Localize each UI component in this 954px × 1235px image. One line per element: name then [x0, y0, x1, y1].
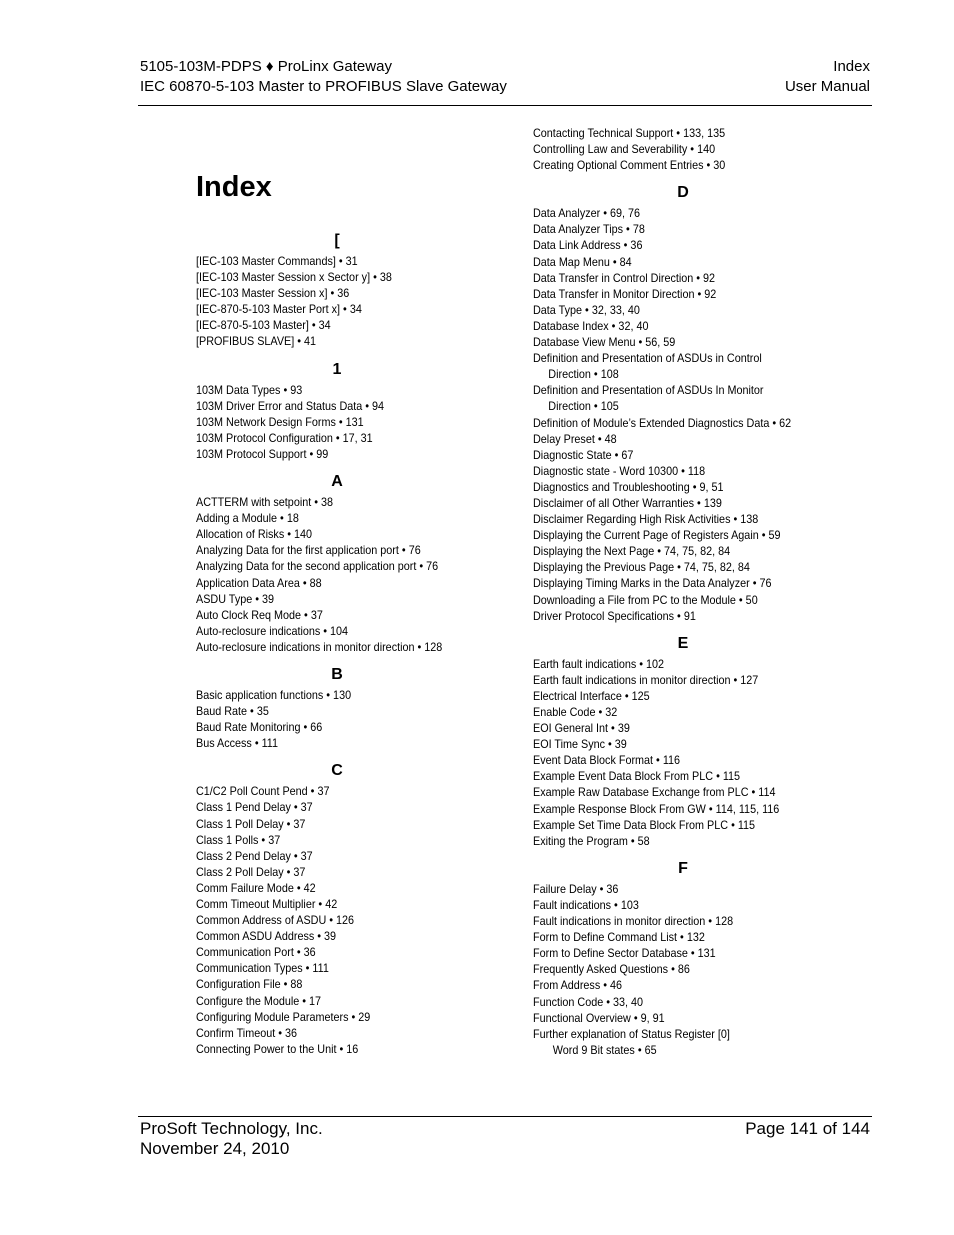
section-gap: [196, 350, 478, 354]
section-gap: [533, 1058, 833, 1062]
index-entry: Event Data Block Format • 116: [533, 753, 681, 768]
doc-product-line: 5105-103M-PDPS ♦ ProLinx Gateway: [140, 58, 392, 75]
index-entry: EOI Time Sync • 39: [533, 737, 627, 752]
index-entry: Common ASDU Address • 39: [196, 929, 337, 944]
index-entry-list: [533, 881, 833, 1058]
footer-left: [140, 1119, 323, 1159]
section-gap: [196, 1057, 478, 1061]
index-entry: Database View Menu • 56, 59: [533, 335, 676, 350]
section-name: Index: [833, 58, 870, 75]
index-entry: Database Index • 32, 40: [533, 318, 649, 333]
index-entry: Allocation of Risks • 140: [196, 527, 313, 542]
index-entry: 103M Driver Error and Status Data • 94: [196, 398, 385, 413]
index-entry: Diagnostics and Troubleshooting • 9, 51: [533, 479, 724, 494]
index-entry: Data Type • 32, 33, 40: [533, 302, 640, 317]
index-entry: Electrical Interface • 125: [533, 688, 650, 703]
index-entry-list: [533, 205, 833, 623]
index-entry: Data Transfer in Monitor Direction • 92: [533, 286, 717, 301]
section-gap: [196, 655, 478, 659]
index-entry: Form to Define Sector Database • 131: [533, 946, 716, 961]
index-entry: [IEC-103 Master Session x] • 36: [196, 286, 350, 301]
index-entry: Application Data Area • 88: [196, 575, 322, 590]
index-entry: Frequently Asked Questions • 86: [533, 962, 690, 977]
index-entry: [IEC-870-5-103 Master Port x] • 34: [196, 302, 362, 317]
index-entry: Delay Preset • 48: [533, 431, 617, 446]
index-entry: Disclaimer of all Other Warranties • 139: [533, 495, 722, 510]
index-entry: Fault indications in monitor direction • 128: [533, 914, 734, 929]
index-entry: Displaying the Current Page of Registers Again • 59: [533, 528, 781, 543]
page-number: Page 141 of 144: [745, 1119, 870, 1138]
index-entry: Confirm Timeout • 36: [196, 1025, 298, 1040]
index-entry: Common Address of ASDU • 126: [196, 913, 355, 928]
index-entry: [533, 1042, 803, 1058]
index-section-letter: B: [331, 665, 343, 683]
index-entry: Function Code • 33, 40: [533, 994, 644, 1009]
index-entry: [IEC-103 Master Commands] • 31: [196, 254, 358, 268]
index-entry-continuation: Direction • 108: [548, 367, 619, 382]
index-entry: Exiting the Program • 58: [533, 833, 650, 848]
index-entry: Connecting Power to the Unit • 16: [196, 1041, 359, 1056]
index-entry: Data Analyzer • 69, 76: [533, 206, 641, 221]
index-entry: Definition of Module’s Extended Diagnostics Data • 62: [533, 415, 792, 430]
index-entry: Class 1 Poll Delay • 37: [196, 816, 306, 831]
section-gap: [533, 624, 833, 628]
index-entry-list: [533, 656, 833, 849]
index-subentry: Word 9 Bit states • 65: [552, 1042, 657, 1057]
index-entry: Displaying the Previous Page • 74, 75, 82, 84: [533, 560, 750, 575]
index-entry: From Address • 46: [533, 978, 623, 993]
index-entry-list: [196, 783, 478, 1057]
index-entry: Downloading a File from PC to the Module • 50: [533, 592, 758, 607]
index-entry: Comm Failure Mode • 42: [196, 880, 316, 895]
page-title: Index: [196, 171, 272, 203]
index-section-letter: D: [677, 184, 689, 202]
index-entry: Communication Types • 111: [196, 961, 329, 976]
index-entry: Earth fault indications in monitor direction • 127: [533, 672, 759, 687]
index-entry-list: [196, 494, 478, 655]
company-name: ProSoft Technology, Inc.: [140, 1119, 323, 1138]
section-gap: [196, 462, 478, 466]
index-entry: Class 2 Poll Delay • 37: [196, 864, 306, 879]
running-header-left: [140, 57, 507, 97]
index-entry: Failure Delay • 36: [533, 881, 619, 896]
running-header-right: [785, 57, 870, 97]
index-entry: Diagnostic State • 67: [533, 447, 634, 462]
index-entry: Example Raw Database Exchange from PLC • 114: [533, 785, 776, 800]
doc-subtitle-line: IEC 60870-5-103 Master to PROFIBUS Slave Gateway: [140, 78, 507, 95]
index-entry-list: [196, 253, 478, 350]
index-entry: Auto-reclosure indications • 104: [196, 623, 349, 638]
index-section-letter: E: [677, 634, 689, 652]
index-entry: Class 2 Pend Delay • 37: [196, 848, 313, 863]
footer-right: [745, 1119, 870, 1139]
publication-date: November 24, 2010: [140, 1139, 290, 1158]
footer-divider: [138, 1116, 872, 1117]
index-entry: 103M Protocol Configuration • 17, 31: [196, 430, 373, 445]
index-entry: Form to Define Command List • 132: [533, 930, 705, 945]
index-entry: [533, 350, 803, 382]
index-entry: 103M Protocol Support • 99: [196, 446, 329, 461]
index-entry: EOI General Int • 39: [533, 721, 630, 736]
index-entry: Data Link Address • 36: [533, 238, 643, 253]
index-entry: Bus Access • 111: [196, 736, 279, 751]
index-entry: Example Set Time Data Block From PLC • 115: [533, 817, 756, 832]
index-entry: Communication Port • 36: [196, 945, 316, 960]
index-entry: Example Response Block From GW • 114, 115, 116: [533, 801, 780, 816]
index-entry: Auto Clock Req Mode • 37: [196, 607, 323, 622]
index-entry-list: [196, 687, 478, 751]
index-entry: [PROFIBUS SLAVE] • 41: [196, 334, 317, 349]
index-entry-text: Definition and Presentation of ASDUs In Monitor: [533, 383, 764, 398]
index-entry: Diagnostic state - Word 10300 • 118: [533, 463, 706, 478]
index-entry: Displaying Timing Marks in the Data Analyzer • 76: [533, 576, 772, 591]
index-entry: Configure the Module • 17: [196, 993, 322, 1008]
index-entry: C1/C2 Poll Count Pend • 37: [196, 784, 330, 799]
index-entry: Analyzing Data for the second application port • 76: [196, 559, 439, 574]
index-column-right: [533, 125, 833, 1062]
section-gap: [533, 849, 833, 853]
section-gap: [533, 173, 833, 177]
index-entry: Controlling Law and Severability • 140: [533, 142, 716, 157]
index-entry: Adding a Module • 18: [196, 511, 299, 526]
index-entry: Disclaimer Regarding High Risk Activities • 138: [533, 512, 759, 527]
index-column-left: [196, 229, 478, 1061]
index-entry-list: [196, 382, 478, 462]
index-entry-text: Definition and Presentation of ASDUs in Control: [533, 351, 762, 366]
section-gap: [196, 751, 478, 755]
index-entry: Analyzing Data for the first application port • 76: [196, 543, 421, 558]
index-entry: ASDU Type • 39: [196, 591, 275, 606]
index-entry: Driver Protocol Specifications • 91: [533, 608, 696, 623]
index-section-letter: [: [334, 232, 340, 249]
index-entry: Basic application functions • 130: [196, 687, 352, 702]
index-section-letter: F: [678, 859, 688, 877]
index-entry: Baud Rate • 35: [196, 704, 269, 719]
index-entry-continuation: Direction • 105: [548, 399, 619, 414]
index-entry: Enable Code • 32: [533, 705, 618, 719]
index-entry: Baud Rate Monitoring • 66: [196, 720, 323, 735]
index-entry: Functional Overview • 9, 91: [533, 1010, 665, 1025]
index-entry: Earth fault indications • 102: [533, 656, 665, 671]
index-entry: Class 1 Polls • 37: [196, 832, 281, 847]
index-section-letter: C: [331, 762, 343, 780]
index-entry: Data Analyzer Tips • 78: [533, 222, 645, 237]
index-entry: Displaying the Next Page • 74, 75, 82, 84: [533, 544, 731, 559]
index-entry: [IEC-103 Master Session x Sector y] • 38: [196, 270, 392, 285]
index-entry: [IEC-870-5-103 Master] • 34: [196, 318, 331, 333]
index-entry: Contacting Technical Support • 133, 135: [533, 126, 726, 140]
header-divider: [138, 105, 872, 106]
index-entry: Auto-reclosure indications in monitor direction • 128: [196, 639, 443, 654]
index-entry-list: [533, 125, 833, 173]
index-entry: Class 1 Pend Delay • 37: [196, 800, 313, 815]
index-entry: Configuring Module Parameters • 29: [196, 1009, 371, 1024]
index-entry: Data Map Menu • 84: [533, 254, 632, 269]
index-section-letter: A: [331, 473, 343, 491]
index-entry: Configuration File • 88: [196, 977, 303, 992]
index-section-letter: 1: [332, 360, 342, 378]
index-entry: 103M Network Design Forms • 131: [196, 414, 364, 429]
index-entry: Example Event Data Block From PLC • 115: [533, 769, 741, 784]
index-entry: Fault indications • 103: [533, 897, 639, 912]
index-entry: Creating Optional Comment Entries • 30: [533, 158, 726, 173]
index-entry: Comm Timeout Multiplier • 42: [196, 897, 338, 911]
index-entry: [533, 382, 803, 414]
index-entry: 103M Data Types • 93: [196, 382, 303, 397]
index-entry: Data Transfer in Control Direction • 92: [533, 270, 716, 285]
index-entry: Further explanation of Status Register [0]: [533, 1026, 730, 1041]
manual-type: User Manual: [784, 78, 870, 95]
index-entry: ACTTERM with setpoint • 38: [196, 495, 334, 510]
